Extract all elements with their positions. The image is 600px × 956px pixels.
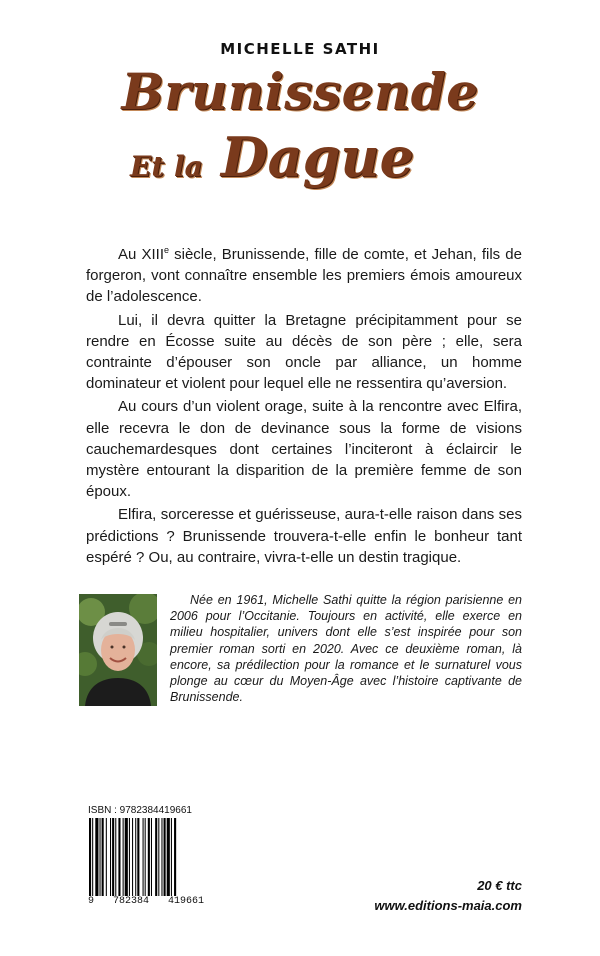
barcode-bar [161, 818, 162, 896]
barcode-bar [137, 818, 139, 896]
author-biography [170, 592, 522, 705]
barcode-bar [151, 818, 152, 896]
author-name: MICHELLE SATHI [220, 40, 380, 58]
barcode-bar [106, 818, 107, 896]
back-cover-blurb [86, 240, 522, 570]
book-title-line1: Brunissende [121, 62, 479, 121]
century-superscript: e [163, 245, 169, 255]
barcode-bar [110, 818, 111, 896]
bio-paragraph: Née en 1961, Michelle Sathi quitte la région parisienne en 2006 pour l’Occitanie. Toujours en activité, elle exerce en milieu hospitalier, univers dont elle s’est inspirée pour son premier roman sorti en 2020. Avec ce deuxième roman, là encore, sa prédilection pour la romance et le surnaturel vous plonge au cœur du Moyen-Âge avec l’histoire captivante de Brunissende. [170, 593, 522, 705]
barcode-bar [164, 818, 166, 896]
barcode-bar [92, 818, 93, 896]
barcode-bar [155, 818, 157, 896]
barcode-bar [123, 818, 124, 896]
barcode-digit-group-1: 782384 [112, 896, 149, 907]
book-title-line2 [130, 125, 414, 189]
barcode-bar [135, 818, 136, 896]
barcode-bar [167, 818, 170, 896]
barcode-bar [125, 818, 128, 896]
barcode [88, 818, 200, 896]
barcode-bar [132, 818, 133, 896]
blurb-p1-start: Au XIII [118, 246, 164, 263]
blurb-paragraph-4: Elfira, sorceresse et guérisseuse, aura-t-elle raison dans ses prédictions ? Brunissende trouvera-t-elle enfin le bonheur tant espéré ? Ou, au contraire, vivra-t-elle un destin tragique. [86, 506, 522, 566]
blurb-p1-rest: siècle, Brunissende, fille de comte, et Jehan, fils de forgeron, vont connaître ensemble les premiers émois amoureux de l’adolescence. [86, 246, 522, 306]
barcode-digits [88, 896, 204, 907]
book-title-word: Dague [220, 125, 415, 189]
barcode-bar [115, 818, 116, 896]
barcode-bar [95, 818, 98, 896]
blurb-paragraph-3: Au cours d’un violent orage, suite à la rencontre avec Elfira, elle recevra le don de devinance sous la forme de visions cauchemardesques dont certaines l’inciteront à éclaircir le mystère entourant la disparition de la première femme de son époux. [86, 398, 522, 501]
barcode-bar [143, 818, 144, 896]
book-title-conjunction: Et la [130, 150, 203, 183]
barcode-digit-group-2: 419661 [167, 896, 204, 907]
blurb-paragraph-1 [86, 240, 522, 308]
barcode-bar [148, 818, 150, 896]
price-label: 20 € ttc [477, 878, 522, 893]
barcode-bar [158, 818, 159, 896]
barcode-bar [174, 818, 176, 896]
barcode-bar [118, 818, 120, 896]
barcode-bar [171, 818, 172, 896]
barcode-digit-prefix: 9 [88, 896, 95, 907]
barcode-bar [129, 818, 130, 896]
barcode-bar [89, 818, 91, 896]
barcode-bar [145, 818, 146, 896]
publisher-website[interactable]: www.editions-maia.com [374, 898, 522, 913]
barcode-bar [112, 818, 114, 896]
isbn-label: ISBN : 9782384419661 [88, 805, 192, 816]
blurb-paragraph-2: Lui, il devra quitter la Bretagne précipitamment pour se rendre en Écosse suite au décès de son père ; elle, sera contrainte d’épouser son oncle par alliance, un homme dominateur et violent pour lequel elle ne ressentira qu’aversion. [86, 311, 522, 393]
barcode-bar [102, 818, 104, 896]
author-portrait-image [79, 594, 157, 706]
barcode-bar [100, 818, 101, 896]
author-photo [79, 594, 157, 706]
